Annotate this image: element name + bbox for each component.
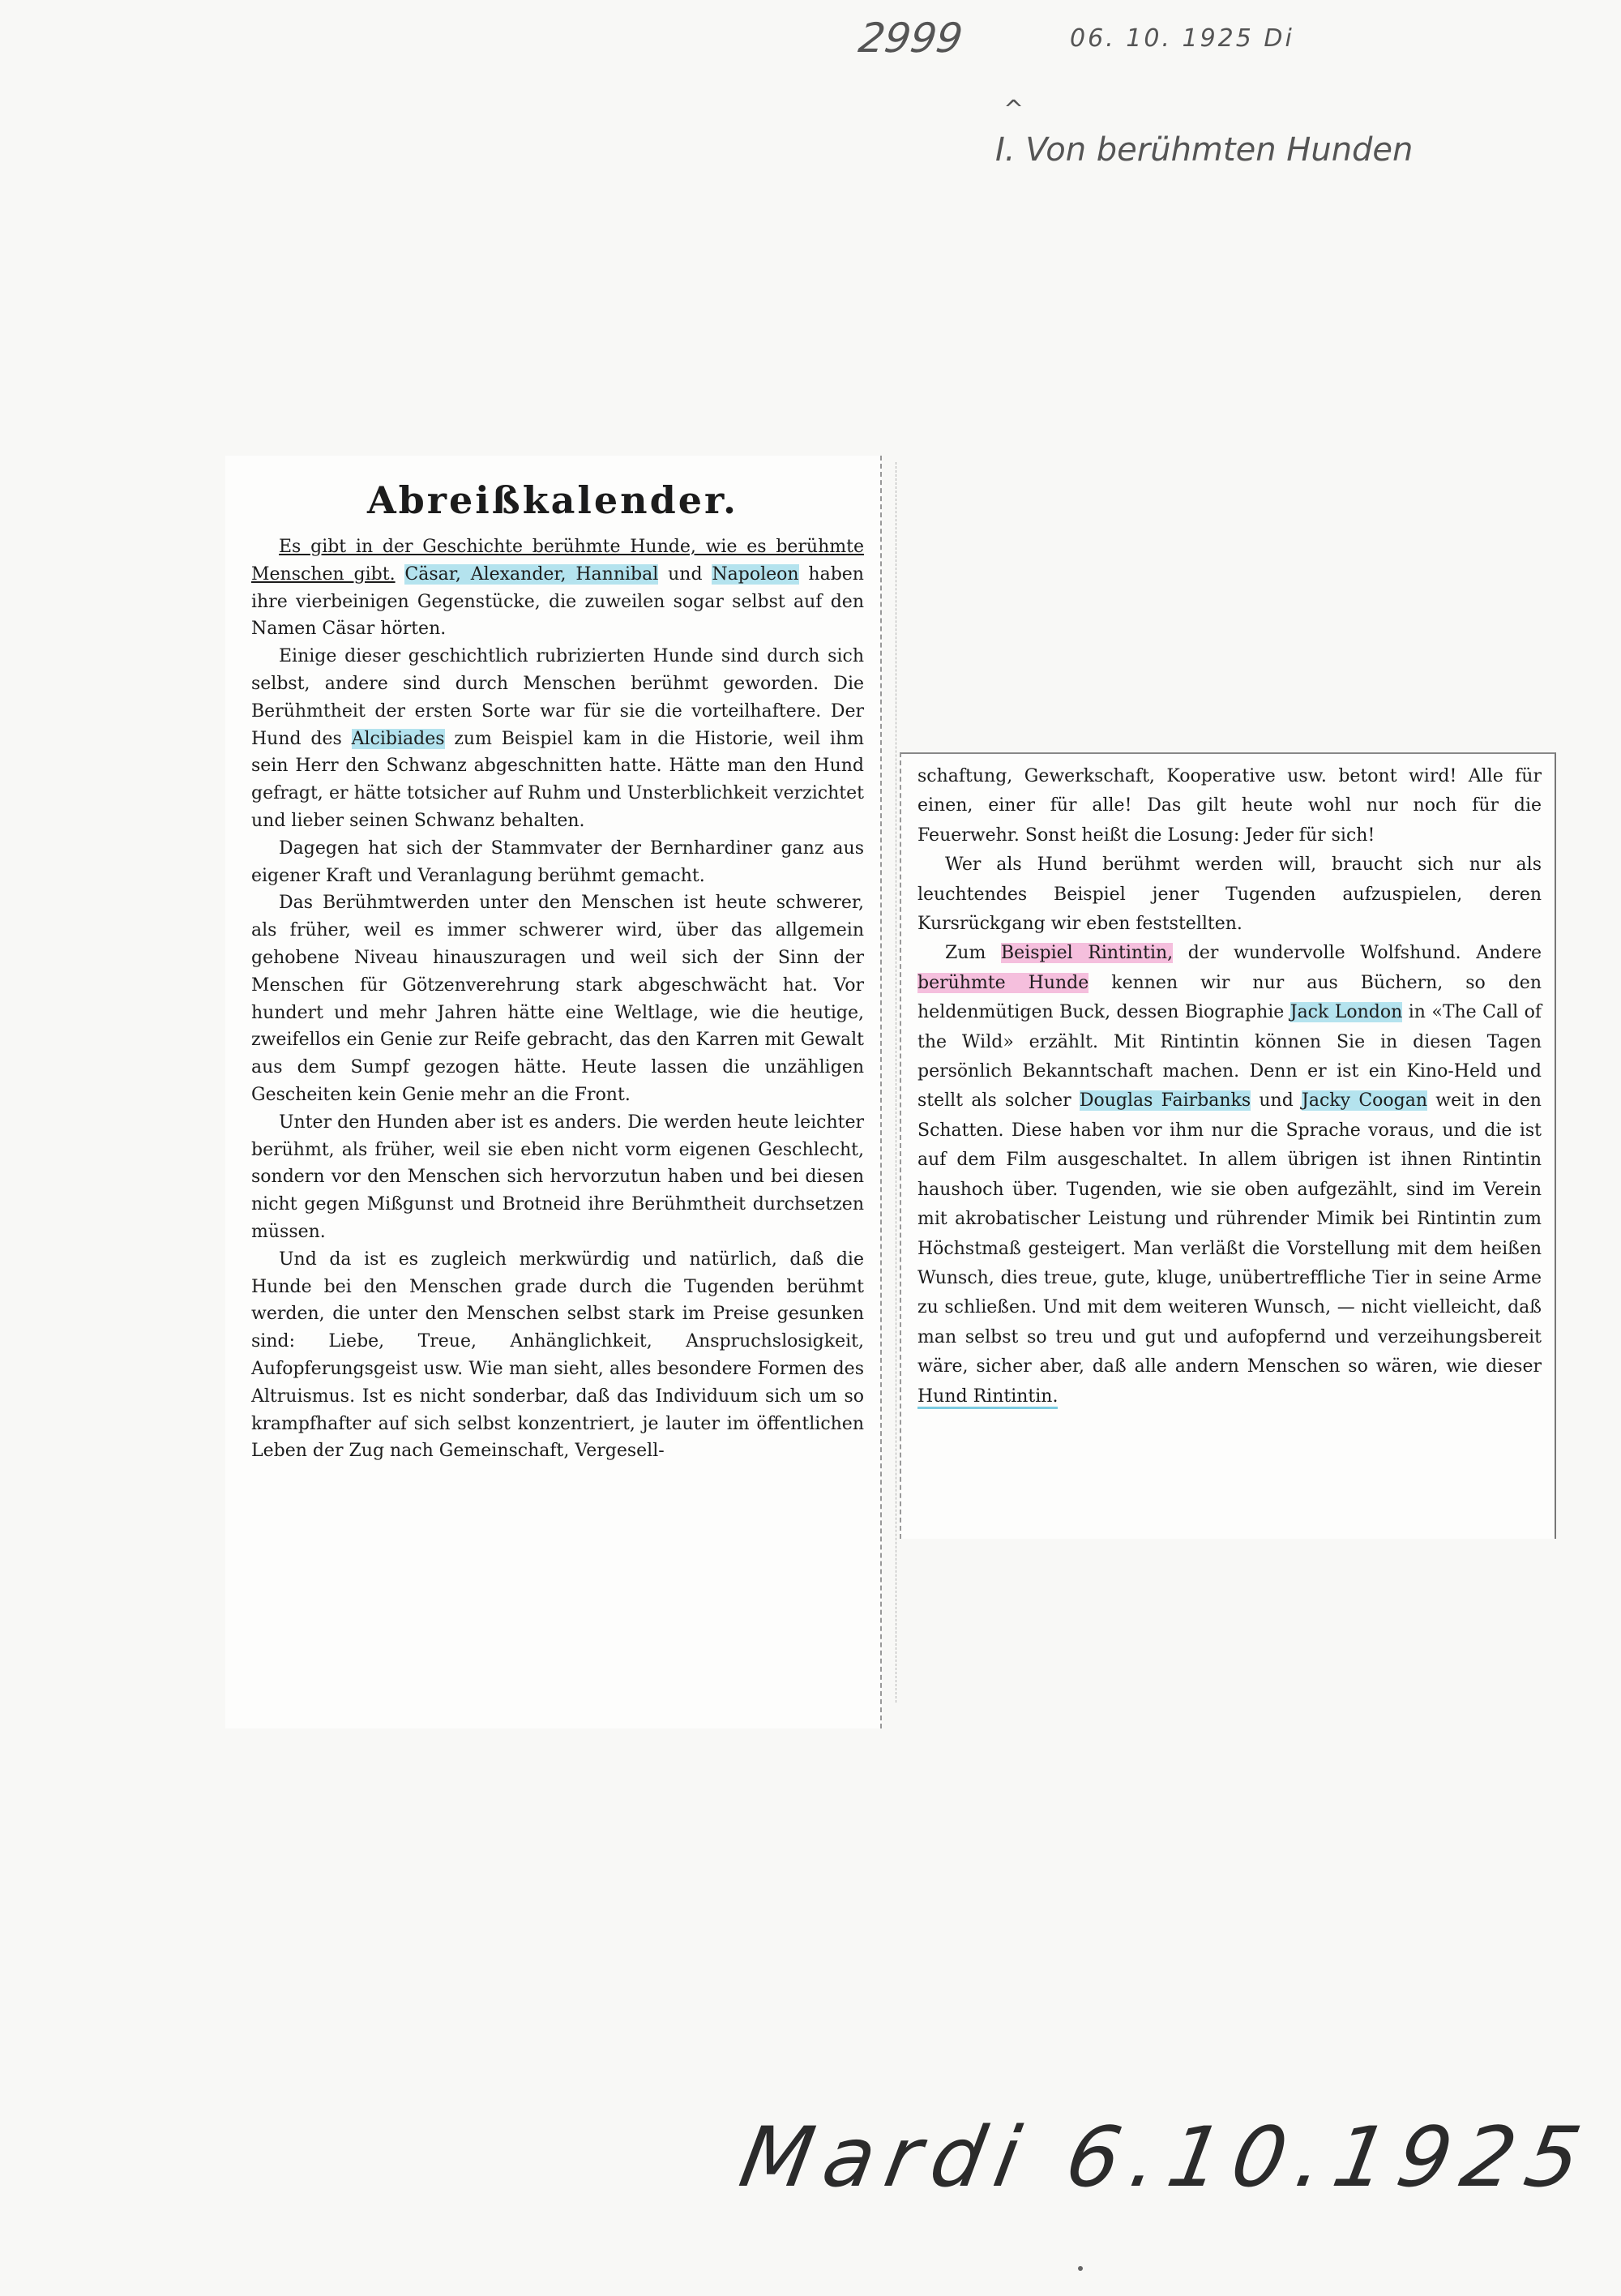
clipping-column-1	[225, 456, 882, 1728]
text-run: in «The Call of the Wild» erzählt. Mit Rintintin können Sie in diesen Tagen persönlich Bekanntschaft machen. Denn er ist ein Kino-Held und stellt als solcher	[917, 1002, 1542, 1112]
text-run: Zum	[945, 943, 986, 964]
highlight-blue: Napoleon	[712, 563, 799, 585]
text-run: und	[668, 563, 703, 585]
text-run: weit in den Schatten. Diese haben vor ihm nur die Sprache voraus, und die ist auf dem Film ausgeschaltet. In allem übrigen ist ihnen Rintintin haushoch über. Tugenden, wie sie oben aufgezählt, sind im Verein mit akrobatischer Leistung und rührender Mimik bei Rintintin zum Höchstmaß gesteigert. Man verläßt die Vorstellung mit dem heißen Wunsch, dies treue, gute, kluge, unübertreffliche Tier in seine Arme zu schließen. Und mit dem weiteren Wunsch, — nicht vielleicht, daß man selbst so treu und gut und aufopfernd und verzeihungsbereit wäre, sicher aber, daß alle andern Menschen so wären, wie dieser	[917, 1090, 1542, 1377]
paragraph: Unter den Hunden aber ist es anders. Die werden heute leichter berühmt, als früher, weil sie eben nicht vorm eigenen Geschlecht, sondern vor den Menschen sich hervorzutun haben und bei diesen nicht gegen Mißgunst und Brotneid ihre Berühmtheit durchsetzen müssen.	[251, 1112, 864, 1242]
text-run: zum Beispiel kam in die Historie, weil ihm sein Herr den Schwanz abgeschnitten hatte. Hätte man den Hund gefragt, er hätte totsicher auf Ruhm und Unsterblichkeit verzichtet und lieber seinen Schwanz behalten.	[251, 728, 864, 831]
highlight-blue: Jack London	[1290, 1002, 1403, 1023]
paragraph: schaftung, Gewerkschaft, Kooperative usw. betont wird! Alle für einen, einer für alle! Das gilt heute wohl nur noch für die Feuerwehr. Sonst heißt die Losung: Jeder für sich!	[917, 766, 1542, 846]
text-run: und	[1259, 1090, 1294, 1112]
highlight-blue: Cäsar, Alexander, Hannibal	[404, 563, 659, 585]
column-2-text	[917, 762, 1542, 1411]
highlight-pink: berühmte Hunde	[917, 972, 1089, 993]
clipping-column-2	[900, 752, 1556, 1539]
paper-mark	[1078, 2266, 1083, 2271]
paragraph	[251, 533, 864, 643]
paragraph: Das Berühmtwerden unter den Menschen ist heute schwerer, als früher, weil es immer schwerer wird, über das allgemein gehobene Niveau hinauszuragen und weil sich der Sinn der Menschen für Götzenverehrung stark abgeschwächt hat. Vor hundert und mehr Jahren hätte eine Weltlage, wie die heutige, zweifellos ein Genie zur Reife gebracht, das den Karren mit Gewalt aus dem Sumpf gezogen hätte. Heute lassen die unzähligen Gescheiten kein Genie mehr an die Front.	[251, 893, 864, 1105]
column-1-text	[251, 533, 864, 1465]
highlight-blue: Douglas Fairbanks	[1079, 1090, 1251, 1112]
paragraph	[917, 939, 1542, 1411]
insertion-caret: ^	[1003, 96, 1024, 124]
handwritten-date: Mardi 6.10.1925	[733, 2110, 1599, 2206]
paragraph: Und da ist es zugleich merkwürdig und natürlich, daß die Hunde bei den Menschen grade durch die Tugenden berühmt werden, die unter den Menschen selbst stark im Preise gesunken sind: Liebe, Treue, Anhänglichkeit, Anspruchslosigkeit, Aufopferungsgeist usw. Wie man sieht, alles besondere Formen des Altruismus. Ist es nicht sonderbar, daß das Individuum sich um so krampfhafter auf sich selbst konzentriert, je lauter im öffentlichen Leben der Zug nach Gemeinschaft, Vergesell-	[251, 1249, 864, 1462]
highlight-blue: Alcibiades	[351, 728, 445, 749]
underline-blue: Hund Rintintin.	[917, 1386, 1058, 1409]
text-run: haben ihre vierbeinigen Gegenstücke, die zuweilen sogar selbst auf den Namen Cäsar hörten.	[251, 563, 864, 640]
paragraph: Dagegen hat sich der Stammvater der Bernhardiner ganz aus eigener Kraft und Veranlagung berühmt gemacht.	[251, 837, 864, 886]
highlight-pink: Beispiel Rintintin,	[1000, 943, 1174, 964]
archive-date: 06. 10. 1925 Di	[1070, 24, 1294, 53]
text-run: der wundervolle Wolfshund. Andere	[1187, 943, 1542, 964]
text-run: Einige dieser geschichtlich rubrizierten Hunde sind durch sich selbst, andere sind durch Menschen berühmt geworden. Die Berühmtheit der ersten Sorte war für sie die vorteilhaftere. Der Hund des	[251, 646, 864, 749]
text-run: kennen wir nur aus Büchern, so den heldenmütigen Buck, dessen Biographie	[917, 972, 1542, 1023]
highlight-blue: Jacky Coogan	[1302, 1090, 1428, 1112]
archive-number: 2999	[855, 15, 966, 62]
text-run: Es gibt in der Geschichte berühmte Hunde, wie es berühmte Menschen gibt.	[251, 537, 864, 585]
paragraph: Wer als Hund berühmt werden will, braucht sich nur als leuchtendes Beispiel jener Tugenden aufzuspielen, deren Kursrückgang wir eben feststellten.	[917, 855, 1542, 935]
article-title: Abreißkalender.	[366, 478, 739, 522]
paragraph	[251, 643, 864, 835]
archive-reference: I. Von berühmten Hunden	[995, 131, 1414, 169]
